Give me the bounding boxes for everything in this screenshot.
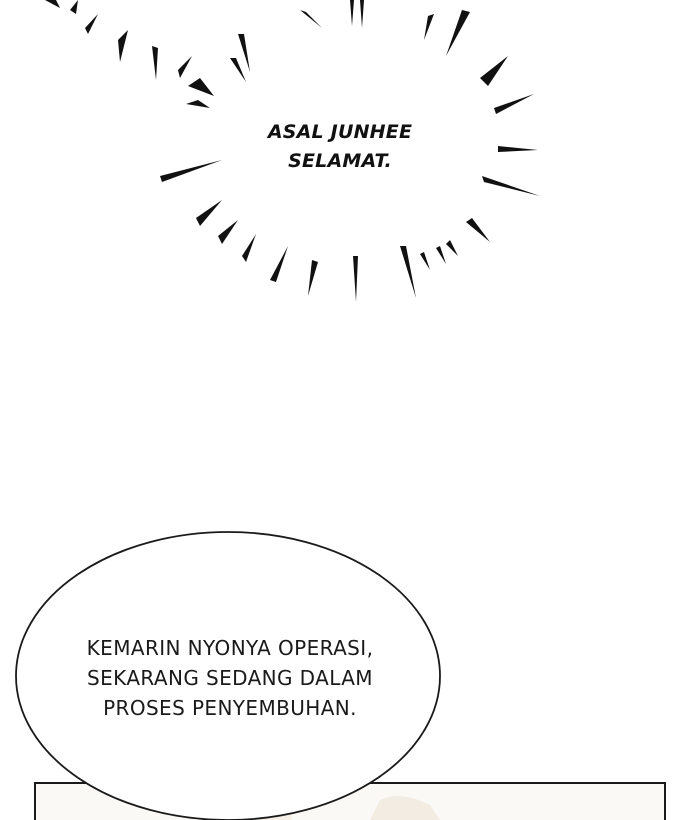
burst-caption bbox=[260, 118, 420, 176]
speech-bubble-line-1: KEMARIN NYONYA OPERASI, bbox=[86, 636, 374, 660]
burst-caption-line-1: ASAL JUNHEE bbox=[267, 121, 413, 143]
speech-bubble-line-3: PROSES PENYEMBUHAN. bbox=[103, 696, 357, 720]
speech-bubble-line-2: SEKARANG SEDANG DALAM bbox=[87, 666, 373, 690]
speech-bubble-text bbox=[30, 633, 430, 723]
burst-caption-line-2: SELAMAT. bbox=[288, 150, 392, 172]
